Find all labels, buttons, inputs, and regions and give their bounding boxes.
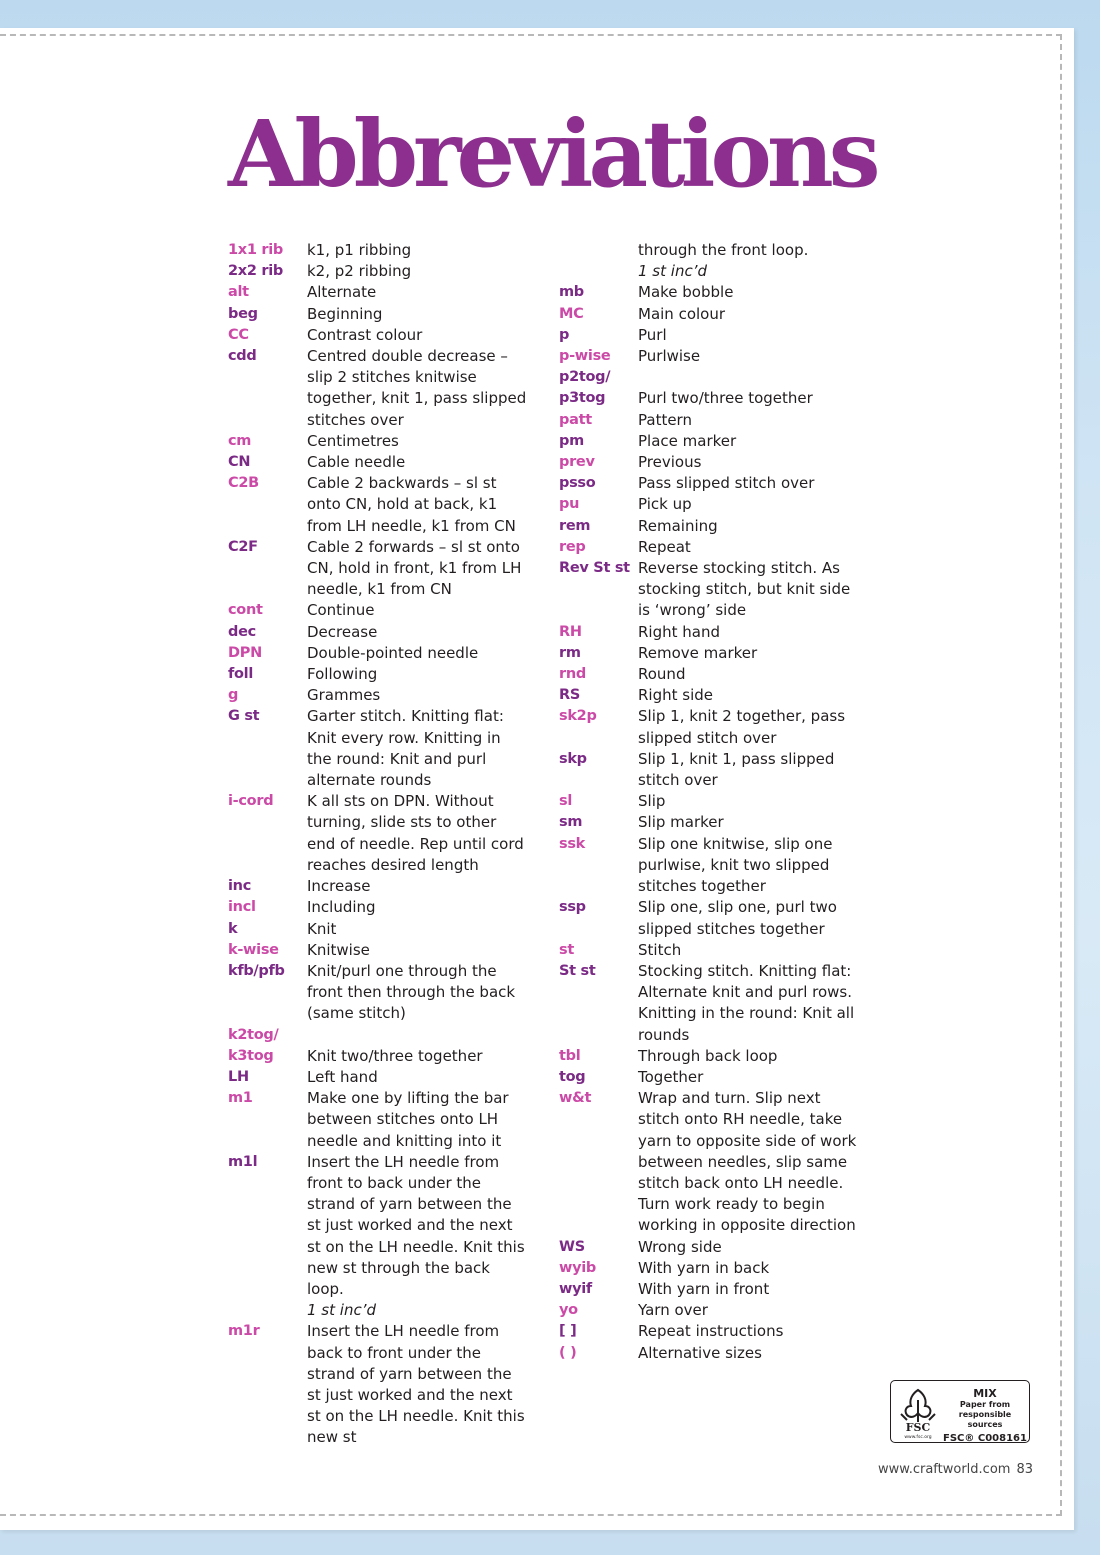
abbreviation-row	[559, 537, 860, 558]
abbreviation-definition	[307, 282, 529, 303]
abbreviation-row	[228, 537, 529, 601]
footer-page-number: 83	[1016, 1462, 1033, 1477]
abbreviation-row	[228, 1067, 529, 1088]
abbreviation-row	[559, 1046, 860, 1067]
abbreviation-row	[559, 473, 860, 494]
footer-website: www.craftworld.com	[878, 1462, 1011, 1477]
abbreviation-definition	[307, 706, 529, 791]
abbreviations-right-column	[559, 240, 860, 1364]
abbreviation-row	[559, 1067, 860, 1088]
definition-text: Remove marker	[638, 643, 758, 662]
abbreviation-definition	[638, 897, 860, 939]
abbreviation-term: psso	[559, 475, 596, 492]
definition-text: Right hand	[638, 622, 720, 641]
abbreviation-term: sm	[559, 814, 583, 831]
abbreviation-term: St st	[559, 962, 596, 979]
abbreviation-term: g	[228, 687, 239, 704]
definition-text: Including	[307, 898, 376, 917]
abbreviation-row	[228, 600, 529, 621]
definition-text: Purlwise	[638, 347, 701, 366]
abbreviation-row	[228, 325, 529, 346]
abbreviation-term: kfb/pfb	[228, 962, 285, 979]
abbreviation-definition	[307, 304, 529, 325]
abbreviation-term: m1	[228, 1090, 253, 1107]
definition-text: Following	[307, 665, 378, 684]
abbreviation-term: ssp	[559, 899, 586, 916]
definition-text: Remaining	[638, 516, 718, 535]
abbreviation-term: Rev St st	[559, 560, 630, 577]
abbreviation-row	[228, 1088, 529, 1152]
abbreviation-term: incl	[228, 899, 256, 916]
abbreviation-row	[228, 1321, 529, 1448]
abbreviation-term: LH	[228, 1068, 249, 1085]
definition-text: Slip marker	[638, 813, 724, 832]
abbreviation-row	[228, 1025, 529, 1046]
abbreviation-definition	[638, 325, 860, 346]
abbreviation-term: tog	[559, 1068, 586, 1085]
abbreviation-term: rnd	[559, 666, 586, 683]
abbreviation-term: mb	[559, 284, 584, 301]
abbreviation-term: p2tog/	[559, 369, 611, 386]
abbreviation-term: m1l	[228, 1153, 258, 1170]
abbreviation-term: i-cord	[228, 793, 274, 810]
definition-text: Make bobble	[638, 283, 734, 302]
abbreviation-term: C2F	[228, 538, 258, 555]
abbreviation-definition	[638, 494, 860, 515]
abbreviation-definition	[307, 537, 529, 601]
abbreviation-definition	[638, 664, 860, 685]
abbreviation-term: cm	[228, 432, 252, 449]
abbreviation-term: rep	[559, 538, 586, 555]
abbreviation-row	[559, 685, 860, 706]
abbreviation-row	[559, 940, 860, 961]
abbreviation-row	[559, 304, 860, 325]
abbreviation-term: dec	[228, 623, 256, 640]
abbreviation-term: CN	[228, 454, 251, 471]
definition-text: Slip one, slip one, purl two slipped stitches together	[638, 898, 837, 938]
definition-text: Alternate	[307, 283, 377, 302]
abbreviation-row	[228, 452, 529, 473]
abbreviation-row	[559, 706, 860, 748]
abbreviation-row	[228, 706, 529, 791]
abbreviation-term: DPN	[228, 644, 262, 661]
abbreviation-definition	[638, 1258, 860, 1279]
page-footer	[878, 1462, 1033, 1477]
abbreviation-definition	[638, 240, 860, 282]
definition-text: Slip 1, knit 1, pass slipped stitch over	[638, 749, 835, 790]
abbreviation-term: foll	[228, 666, 254, 683]
abbreviation-row	[228, 1152, 529, 1322]
abbreviation-term: pm	[559, 432, 584, 449]
abbreviation-term: k3tog	[228, 1047, 274, 1064]
fsc-code-label: FSC® C008161	[943, 1433, 1027, 1444]
abbreviation-definition	[307, 261, 529, 282]
abbreviation-term: inc	[228, 878, 251, 895]
definition-text: Round	[638, 665, 686, 684]
abbreviation-row	[228, 919, 529, 940]
definition-text: Slip	[638, 792, 666, 811]
abbreviation-row	[559, 558, 860, 622]
abbreviation-row	[228, 240, 529, 261]
abbreviation-row	[559, 240, 860, 282]
abbreviation-definition	[638, 1067, 860, 1088]
abbreviation-term: WS	[559, 1238, 585, 1255]
abbreviation-row	[559, 1237, 860, 1258]
abbreviation-term: ssk	[559, 835, 586, 852]
abbreviation-term: 1x1 rib	[228, 242, 283, 258]
abbreviation-definition	[638, 410, 860, 431]
abbreviation-row	[228, 897, 529, 918]
abbreviation-row	[559, 325, 860, 346]
definition-text: Slip 1, knit 2 together, pass slipped stitch over	[638, 707, 846, 747]
abbreviation-term: prev	[559, 454, 595, 471]
abbreviation-term: patt	[559, 411, 592, 428]
definition-text: Beginning	[307, 304, 383, 323]
definition-text: Cable 2 backwards – sl st onto CN, hold at back, k1 from LH needle, k1 from CN	[307, 474, 516, 535]
definition-text: Decrease	[307, 622, 378, 641]
abbreviation-definition	[307, 961, 529, 1025]
abbreviation-definition	[307, 940, 529, 961]
abbreviation-definition	[638, 1046, 860, 1067]
abbreviation-definition	[638, 452, 860, 473]
magazine-page	[0, 28, 1074, 1530]
abbreviation-definition	[638, 961, 860, 1046]
definition-text: Slip one knitwise, slip one purlwise, knit two slipped stitches together	[638, 834, 833, 896]
abbreviation-definition	[638, 282, 860, 303]
definition-text: Knit/purl one through the front then through the back (same stitch)	[307, 961, 516, 1023]
definition-text: Make one by lifting the bar between stitches onto LH needle and knitting into it	[307, 1089, 509, 1150]
definition-text: Left hand	[307, 1067, 378, 1086]
definition-text: Yarn over	[638, 1301, 708, 1320]
abbreviation-row	[228, 622, 529, 643]
fsc-mix-label: MIX	[973, 1387, 997, 1400]
abbreviation-term: k	[228, 920, 238, 937]
abbreviation-row	[228, 346, 529, 431]
abbreviation-row	[559, 410, 860, 431]
abbreviation-definition	[638, 749, 860, 791]
abbreviation-row	[559, 1088, 860, 1236]
abbreviation-term: k2tog/	[228, 1026, 279, 1043]
abbreviation-row	[559, 452, 860, 473]
definition-text: K all sts on DPN. Without turning, slide sts to other end of needle. Rep until cord reaches desired length	[307, 792, 524, 874]
abbreviation-row	[228, 431, 529, 452]
abbreviation-definition	[307, 622, 529, 643]
abbreviation-term: MC	[559, 305, 584, 322]
definition-text: With yarn in front	[638, 1279, 770, 1298]
abbreviation-row	[228, 940, 529, 961]
abbreviation-term: RS	[559, 687, 581, 704]
definition-text: Repeat instructions	[638, 1322, 784, 1341]
abbreviation-term: p3tog	[559, 390, 606, 407]
definition-text: Right side	[638, 686, 713, 705]
abbreviation-definition	[638, 1300, 860, 1321]
abbreviation-definition	[638, 388, 860, 409]
abbreviation-term: skp	[559, 750, 587, 767]
definition-text: Together	[638, 1067, 704, 1086]
definition-text: k2, p2 ribbing	[307, 262, 412, 281]
abbreviation-definition	[307, 876, 529, 897]
definition-text: Pattern	[638, 410, 692, 429]
abbreviation-definition	[307, 1321, 529, 1448]
abbreviation-definition	[307, 1046, 529, 1067]
abbreviation-definition	[638, 1343, 860, 1364]
definition-text: Place marker	[638, 431, 737, 450]
page-dashed-border	[0, 34, 1062, 1516]
abbreviation-definition	[307, 685, 529, 706]
abbreviation-definition	[638, 367, 860, 388]
definition-text: Insert the LH needle from back to front under the strand of yarn between the st just worked and the next st on the LH needle. Knit this new st	[307, 1322, 525, 1447]
abbreviation-row	[559, 643, 860, 664]
abbreviation-definition	[638, 622, 860, 643]
definition-text: Previous	[638, 453, 702, 472]
abbreviation-term: p	[559, 326, 570, 343]
definition-text: Increase	[307, 877, 371, 896]
abbreviation-term: tbl	[559, 1047, 581, 1064]
definition-text: Knit two/three together	[307, 1046, 483, 1065]
abbreviation-row	[559, 1279, 860, 1300]
abbreviation-definition	[638, 431, 860, 452]
abbreviation-row	[228, 961, 529, 1025]
abbreviation-definition	[307, 664, 529, 685]
abbreviation-definition	[307, 919, 529, 940]
definition-text: Insert the LH needle from front to back under the strand of yarn between the st just worked and the next st on the LH needle. Knit this new st through the back loop.	[307, 1152, 525, 1298]
abbreviation-row	[559, 622, 860, 643]
abbreviation-row	[559, 664, 860, 685]
abbreviation-term: rem	[559, 517, 591, 534]
abbreviation-term: st	[559, 941, 574, 958]
definition-note: 1 st inc’d	[307, 1301, 376, 1320]
abbreviation-definition	[307, 346, 529, 431]
abbreviation-term: yo	[559, 1302, 578, 1319]
abbreviation-term: w&t	[559, 1090, 592, 1107]
abbreviation-term: beg	[228, 305, 258, 322]
definition-text: Wrap and turn. Slip next stitch onto RH needle, take yarn to opposite side of work between needles, slip same stitch back onto LH needle. Turn work ready to begin working in opposite direction	[638, 1089, 857, 1235]
abbreviation-row	[559, 749, 860, 791]
definition-text: Main colour	[638, 304, 726, 323]
abbreviation-row	[228, 685, 529, 706]
definition-text: Purl two/three together	[638, 389, 813, 408]
abbreviation-row	[559, 516, 860, 537]
abbreviation-definition	[307, 1088, 529, 1152]
abbreviation-definition	[638, 834, 860, 898]
abbreviation-term: sl	[559, 793, 573, 810]
abbreviation-row	[559, 346, 860, 367]
abbreviation-term: CC	[228, 326, 249, 343]
definition-text: Knitwise	[307, 940, 370, 959]
definition-text: Knit	[307, 919, 337, 938]
definition-text: through the front loop.	[638, 241, 809, 259]
abbreviation-definition	[307, 600, 529, 621]
abbreviation-term: 2x2 rib	[228, 263, 283, 280]
abbreviation-term: C2B	[228, 475, 259, 492]
abbreviation-row	[228, 664, 529, 685]
abbreviation-row	[228, 1046, 529, 1067]
definition-text: Double-pointed needle	[307, 643, 479, 662]
definition-text: Reverse stocking stitch. As stocking stitch, but knit side is ‘wrong’ side	[638, 559, 851, 620]
abbreviation-row	[228, 261, 529, 282]
abbreviation-term: G st	[228, 708, 260, 725]
abbreviation-definition	[638, 791, 860, 812]
abbreviation-definition	[638, 706, 860, 748]
abbreviation-row	[559, 812, 860, 833]
abbreviation-row	[559, 1300, 860, 1321]
definition-text: Cable needle	[307, 453, 406, 472]
fsc-text-block	[943, 1387, 1027, 1446]
fsc-logo-url: www.fsc.org	[904, 1435, 932, 1440]
definition-note: 1 st inc’d	[638, 262, 707, 281]
abbreviation-definition	[638, 346, 860, 367]
abbreviation-definition	[307, 431, 529, 452]
abbreviation-row	[559, 282, 860, 303]
abbreviation-definition	[638, 643, 860, 664]
abbreviation-definition	[307, 240, 529, 261]
abbreviation-row	[559, 388, 860, 409]
abbreviation-definition	[638, 685, 860, 706]
definition-text: With yarn in back	[638, 1258, 770, 1277]
abbreviation-term: pu	[559, 496, 580, 513]
abbreviation-definition	[307, 791, 529, 876]
abbreviation-row	[559, 1258, 860, 1279]
abbreviation-definition	[638, 516, 860, 537]
abbreviation-definition	[638, 1279, 860, 1300]
abbreviation-row	[228, 282, 529, 303]
abbreviation-definition	[638, 812, 860, 833]
abbreviation-definition	[638, 558, 860, 622]
abbreviation-definition	[638, 940, 860, 961]
abbreviation-term: cont	[228, 602, 263, 619]
page-title: Abbreviations	[228, 100, 876, 208]
abbreviation-row	[559, 897, 860, 939]
definition-text: Pick up	[638, 495, 692, 514]
abbreviation-definition	[307, 1025, 529, 1046]
definition-text: Wrong side	[638, 1237, 722, 1256]
abbreviation-definition	[307, 1067, 529, 1088]
abbreviation-definition	[638, 473, 860, 494]
abbreviation-term: sk2p	[559, 708, 597, 725]
fsc-paper-label: Paper from responsible sources	[958, 1400, 1012, 1429]
abbreviation-term: m1r	[228, 1323, 260, 1340]
abbreviation-term: cdd	[228, 348, 257, 365]
abbreviation-row	[559, 1343, 860, 1364]
abbreviation-row	[559, 367, 860, 388]
definition-text: Pass slipped stitch over	[638, 474, 815, 493]
definition-text: Continue	[307, 601, 375, 620]
definition-text: k1, p1 ribbing	[307, 241, 412, 259]
abbreviation-term: [ ]	[559, 1323, 577, 1340]
abbreviation-definition	[307, 473, 529, 537]
definition-text: Cable 2 forwards – sl st onto CN, hold in front, k1 from LH needle, k1 from CN	[307, 537, 522, 599]
definition-text: Centimetres	[307, 431, 399, 450]
abbreviation-term: alt	[228, 284, 249, 301]
abbreviation-definition	[638, 304, 860, 325]
definition-text: Garter stitch. Knitting flat: Knit every row. Knitting in the round: Knit and purl alternate rounds	[307, 707, 504, 790]
abbreviation-row	[228, 791, 529, 876]
definition-text: Centred double decrease – slip 2 stitches knitwise together, knit 1, pass slipped stitches over	[307, 347, 527, 429]
abbreviation-row	[228, 876, 529, 897]
abbreviation-term: rm	[559, 644, 581, 661]
abbreviation-term: wyib	[559, 1259, 596, 1276]
definition-text: Stitch	[638, 940, 682, 959]
definition-text: Purl	[638, 325, 667, 344]
abbreviation-definition	[638, 1237, 860, 1258]
definition-text: Alternative sizes	[638, 1343, 762, 1362]
fsc-badge	[890, 1380, 1030, 1443]
definition-text: Contrast colour	[307, 325, 423, 344]
definition-text: Repeat	[638, 537, 691, 556]
abbreviation-row	[228, 643, 529, 664]
abbreviation-definition	[307, 897, 529, 918]
abbreviation-definition	[307, 325, 529, 346]
abbreviation-term: k-wise	[228, 941, 279, 958]
abbreviation-row	[559, 431, 860, 452]
definition-text: Grammes	[307, 686, 381, 705]
fsc-tree-icon	[897, 1386, 939, 1440]
abbreviation-row	[559, 494, 860, 515]
abbreviations-left-column	[228, 240, 529, 1449]
abbreviation-definition	[638, 1088, 860, 1236]
abbreviation-term: wyif	[559, 1280, 592, 1297]
abbreviation-term: RH	[559, 623, 582, 640]
abbreviation-definition	[638, 1321, 860, 1342]
definition-text: Through back loop	[638, 1046, 778, 1065]
definition-text: Stocking stitch. Knitting flat: Alternate knit and purl rows. Knitting in the round: Knit all rounds	[638, 961, 855, 1044]
abbreviation-row	[228, 473, 529, 537]
abbreviation-term: p-wise	[559, 348, 611, 365]
fsc-logo-text: FSC	[905, 1421, 931, 1434]
abbreviation-term: ( )	[559, 1344, 577, 1361]
abbreviation-row	[559, 791, 860, 812]
abbreviation-row	[559, 1321, 860, 1342]
abbreviation-definition	[307, 643, 529, 664]
abbreviation-row	[559, 834, 860, 898]
abbreviation-definition	[307, 452, 529, 473]
abbreviation-definition	[307, 1152, 529, 1322]
abbreviation-row	[228, 304, 529, 325]
abbreviation-row	[559, 961, 860, 1046]
abbreviation-definition	[638, 537, 860, 558]
